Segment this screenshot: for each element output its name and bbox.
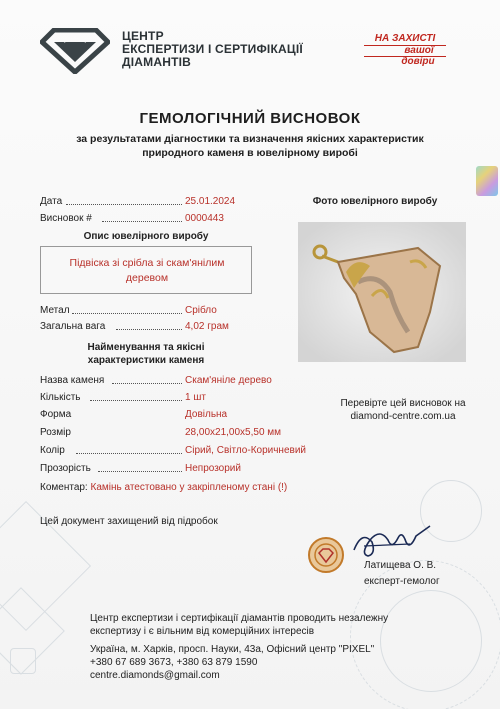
slogan-line: довіри bbox=[364, 56, 446, 67]
metal-row bbox=[40, 305, 260, 319]
stone-label: Форма bbox=[40, 409, 72, 420]
subtitle-line: за результатами діагностики та визначення якісних характеристик bbox=[76, 133, 424, 145]
item-description-line: деревом bbox=[125, 272, 169, 284]
background-decor bbox=[10, 648, 36, 674]
verification-link[interactable]: diamond-centre.com.ua bbox=[350, 411, 456, 422]
stone-row bbox=[40, 392, 310, 406]
metal-label: Метал bbox=[40, 305, 70, 316]
stone-row bbox=[40, 427, 320, 441]
conclusion-number-row bbox=[40, 213, 250, 227]
comment-label: Коментар: bbox=[40, 482, 88, 493]
footer-phones[interactable]: +380 67 689 3673, +380 63 879 1590 bbox=[90, 657, 258, 668]
leader-dots bbox=[98, 463, 182, 472]
stone-label: Назва каменя bbox=[40, 375, 105, 386]
stone-label: Прозорість bbox=[40, 463, 91, 474]
verification-note bbox=[318, 397, 488, 423]
item-section-title: Опис ювелірного виробу bbox=[83, 231, 209, 242]
document-title: ГЕМОЛОГІЧНИЙ ВИСНОВОК bbox=[139, 110, 361, 127]
diamond-logo-icon bbox=[40, 28, 110, 74]
stone-value: Довільна bbox=[185, 409, 228, 420]
footer-email[interactable]: centre.diamonds@gmail.com bbox=[90, 670, 220, 681]
item-description-line: Підвіска зі срібла зі скам'янілим bbox=[69, 257, 225, 269]
leader-dots bbox=[112, 375, 182, 384]
slogan-line: НА ЗАХИСТІ bbox=[364, 34, 446, 46]
stone-row bbox=[40, 445, 320, 459]
stone-section-title bbox=[40, 341, 252, 367]
conclusion-number-label: Висновок # bbox=[40, 213, 92, 224]
slogan bbox=[364, 34, 446, 67]
leader-dots bbox=[116, 321, 182, 330]
expert-signature bbox=[350, 520, 440, 562]
leader-dots bbox=[66, 196, 182, 205]
leader-dots bbox=[72, 305, 182, 314]
subtitle-line: природного каменя в ювелірному виробі bbox=[142, 147, 358, 159]
org-name-line: ДІАМАНТІВ bbox=[122, 55, 192, 69]
stamp-seal-icon bbox=[308, 537, 344, 573]
org-name-line: ЕКСПЕРТИЗИ І СЕРТИФІКАЦІЇ bbox=[122, 42, 303, 56]
expert-name: Латищева О. В. bbox=[364, 560, 437, 571]
stone-label: Кількість bbox=[40, 392, 81, 403]
jewelry-photo bbox=[298, 222, 466, 362]
stone-value: Непрозорий bbox=[185, 463, 241, 474]
document-subtitle bbox=[40, 132, 460, 160]
stone-label: Колір bbox=[40, 445, 65, 456]
footer-statement-line: Центр експертизи і сертифікації діамантів проводить незалежну bbox=[90, 613, 389, 624]
date-label: Дата bbox=[40, 196, 63, 207]
stone-label: Розмір bbox=[40, 427, 71, 438]
stone-row bbox=[40, 463, 320, 477]
stone-section-title-line: Найменування та якісні bbox=[87, 342, 205, 353]
date-value: 25.01.2024 bbox=[185, 196, 236, 207]
conclusion-number-value: 0000443 bbox=[185, 213, 224, 224]
expert-role: експерт-гемолог bbox=[364, 576, 440, 587]
verification-text: Перевірте цей висновок на bbox=[340, 398, 466, 409]
background-decor bbox=[380, 590, 482, 692]
stone-value: 1 шт bbox=[185, 392, 206, 403]
stone-row bbox=[40, 375, 310, 389]
metal-value: Срібло bbox=[185, 305, 217, 316]
item-description-box bbox=[40, 246, 252, 294]
footer-statement-line: експертизу і є вільним від комерційних інтересів bbox=[90, 626, 315, 637]
leader-dots bbox=[76, 445, 182, 454]
organization-name bbox=[122, 30, 303, 69]
date-row bbox=[40, 196, 250, 210]
weight-value: 4,02 грам bbox=[185, 321, 229, 332]
leader-dots bbox=[102, 213, 182, 222]
weight-label: Загальна вага bbox=[40, 321, 106, 332]
leader-dots bbox=[90, 392, 182, 401]
stone-row bbox=[40, 409, 310, 423]
comment-value: Камінь атестовано у закріпленому стані (!) bbox=[90, 482, 288, 493]
hologram-sticker-icon bbox=[476, 166, 498, 196]
footer-address: Україна, м. Харків, просп. Науки, 43а, Офісний центр "PIXEL" bbox=[90, 644, 375, 655]
slogan-line: вашої bbox=[404, 45, 434, 56]
stone-value: 28,00х21,00х5,50 мм bbox=[185, 427, 282, 438]
footer-contacts bbox=[90, 643, 374, 682]
protection-note: Цей документ захищений від підробок bbox=[40, 516, 218, 527]
stone-section-title-line: характеристики каменя bbox=[87, 355, 205, 366]
weight-row bbox=[40, 321, 260, 335]
stone-value: Скам'яніле дерево bbox=[185, 375, 272, 386]
item-description bbox=[41, 256, 253, 286]
stone-value: Сірий, Світло-Коричневий bbox=[185, 445, 307, 456]
comment-row bbox=[40, 482, 287, 493]
footer-statement bbox=[90, 612, 420, 638]
photo-label: Фото ювелірного виробу bbox=[312, 196, 438, 207]
org-name-line: ЦЕНТР bbox=[122, 29, 164, 43]
